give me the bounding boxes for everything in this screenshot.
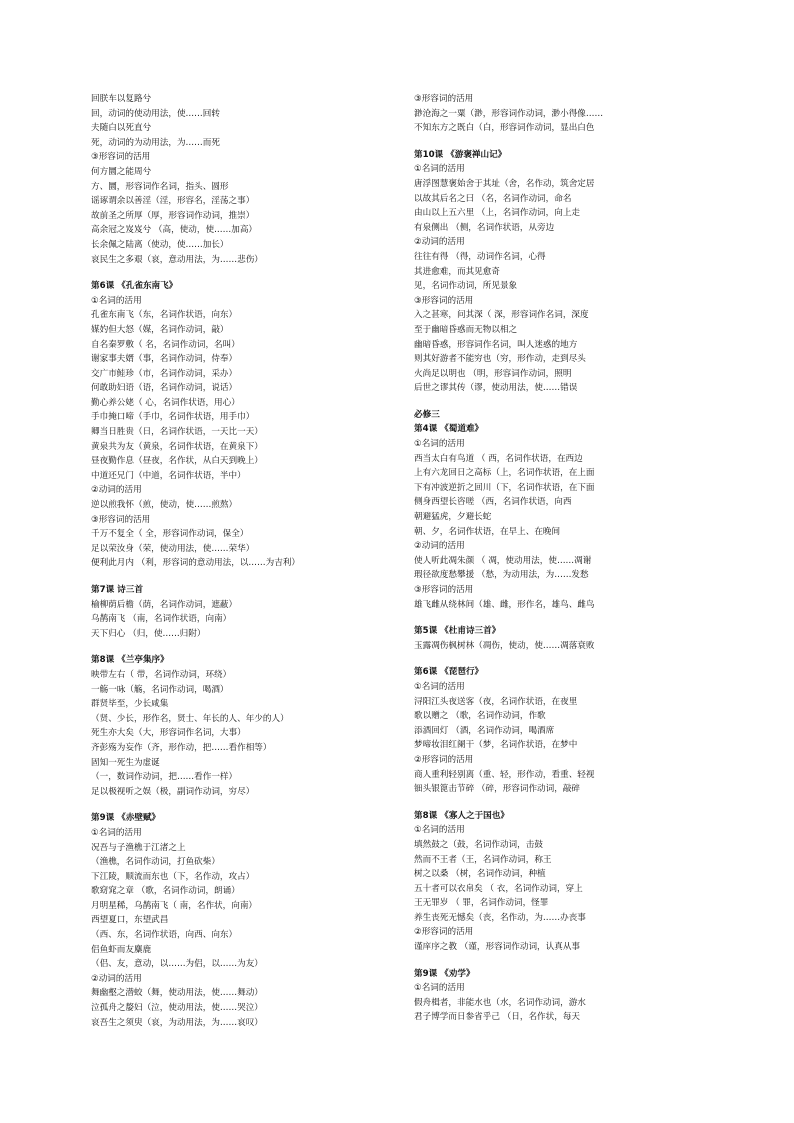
text-line: 高余冠之岌岌兮 （高，使动，使……加高） bbox=[91, 225, 258, 236]
section-gap bbox=[414, 136, 714, 148]
text-line: 后世之谬其传（谬，使动用法，使……错误 bbox=[414, 383, 578, 394]
text-line: 卿当日胜贵（日，名词作状语，一天比一天） bbox=[91, 427, 263, 438]
section-heading: 第9课 《赤壁赋》 bbox=[91, 813, 161, 824]
text-line: 自名秦罗敷（ 名，名词作动词，名叫） bbox=[91, 339, 240, 350]
text-line: 以故其后名之曰 （名，名词作动词，命名 bbox=[414, 193, 572, 204]
text-line: 黄泉共为友（黄泉，名词作状语，在黄泉下） bbox=[91, 441, 263, 452]
text-line: 然而不王者（王，名词作动词，称王 bbox=[414, 854, 552, 865]
text-line: ③形容词的活用 bbox=[414, 585, 474, 595]
section-heading: 第7课 诗三首 bbox=[91, 585, 143, 595]
text-line: 孔雀东南飞（东，名词作状语，向东） bbox=[91, 310, 238, 321]
text-line: 群贤毕至，少长咸集 bbox=[91, 699, 169, 710]
section-gap bbox=[414, 612, 714, 624]
text-line: 谨庠序之教 （谨，形容词作动词，认真从事 bbox=[414, 942, 581, 953]
text-line: 一觞一咏（觞，名词作动词，喝酒） bbox=[91, 684, 229, 695]
text-line: 哀吾生之须臾（哀，为动用法，为……哀叹） bbox=[91, 1017, 263, 1028]
text-line: 歌窈窕之章 （歌，名词作动词，朗诵） bbox=[91, 886, 240, 897]
text-line: 乌鹊南飞 （南，名词作状语，向南） bbox=[91, 614, 232, 625]
text-line: 往往有得 （得，动词作名词，心得 bbox=[414, 251, 546, 262]
text-line: 千万不复全（ 全，形容词作动词，保全） bbox=[91, 529, 249, 540]
text-line: ①名词的活用 bbox=[414, 164, 465, 175]
section-heading: 第8课 《兰亭集序》 bbox=[91, 655, 169, 666]
text-line: ①名词的活用 bbox=[91, 827, 142, 838]
text-line: 渺沧海之一粟（渺，形容词作动词，渺小得像…… bbox=[414, 108, 604, 119]
text-line: 死生亦大矣（大，形容词作名词，大事） bbox=[91, 728, 246, 739]
text-line: 火尚足以明也 （明，形容词作动词，照明 bbox=[414, 368, 572, 379]
section-gap bbox=[414, 955, 714, 967]
section-heading: 第6课 《孔雀东南飞》 bbox=[91, 281, 178, 292]
text-line: 填然鼓之（鼓，名词作动词，击鼓 bbox=[414, 839, 543, 850]
text-line: 瑕径欲度愁攀援 （愁，为动用法，为……发愁 bbox=[414, 570, 589, 581]
text-line: （渔樵，名词作动词，打鱼砍柴） bbox=[91, 857, 220, 868]
section-gap bbox=[91, 571, 391, 583]
text-line: 月明星稀，乌鹊南飞（ 南，名作状，向南） bbox=[91, 900, 258, 911]
text-line: 榆柳荫后檐（荫，名词作动词，遮蔽） bbox=[91, 599, 238, 610]
text-line: 上有六龙回日之高标（上，名词作状语，在上面 bbox=[414, 468, 595, 479]
text-line: 况吾与子渔樵于江渚之上 bbox=[91, 842, 186, 853]
text-line: 足以极视听之娱（极，副词作动词，穷尽） bbox=[91, 786, 255, 797]
right-column bbox=[414, 92, 714, 1025]
text-line: ②动词的活用 bbox=[414, 237, 465, 248]
text-line: 入之甚寒，问其深（ 深，形容词作名词，深度 bbox=[414, 310, 589, 321]
text-line: 下有冲波逆折之回川（下，名词作状语，在下面 bbox=[414, 482, 595, 493]
text-line: ②形容词的活用 bbox=[414, 754, 474, 765]
text-line: 回，动词的使动用法，使……回转 bbox=[91, 108, 220, 119]
text-line: 回朕车以复路兮 bbox=[91, 94, 152, 104]
text-line: ③形容词的活用 bbox=[91, 514, 151, 525]
text-line: 钿头银篦击节碎 （碎，形容词作动词，敲碎 bbox=[414, 784, 581, 795]
text-line: 君子博学而日参省乎己 （日，名作状，每天 bbox=[414, 1012, 581, 1023]
text-line: 幽暗昏惑，形容词作名词，叫人迷惑的地方 bbox=[414, 339, 578, 350]
text-line: 浔阳江头夜送客（夜，名词作状语，在夜里 bbox=[414, 696, 578, 707]
section-gap bbox=[414, 396, 714, 408]
text-line: （西、东，名词作状语，向西、向东） bbox=[91, 930, 238, 941]
text-line: 齐彭殇为妄作（齐，形作动，把……看作相等） bbox=[91, 742, 272, 753]
text-line: 朝避猛虎，夕避长蛇 bbox=[414, 512, 492, 523]
text-line: 中道还兄门（中道，名词作状语，半中） bbox=[91, 470, 246, 481]
section-gap bbox=[414, 653, 714, 665]
text-line: 见，名词作动词，所见景象 bbox=[414, 281, 518, 292]
text-line: 则其好游者不能穷也（穷，形作动，走到尽头 bbox=[414, 354, 586, 365]
text-line: 媒妁但大怒（媒，名词作动词，敲） bbox=[91, 324, 229, 335]
text-line: ③形容词的活用 bbox=[414, 295, 474, 306]
text-line: 有泉侧出 （侧，名词作状语，从旁边 bbox=[414, 222, 555, 233]
text-line: 勤心养公姥（ 心，名词作状语，用心） bbox=[91, 397, 240, 408]
text-line: 其进愈难，而其见愈奇 bbox=[414, 266, 500, 277]
section-gap bbox=[414, 797, 714, 809]
text-line: 昼夜勤作息（昼夜，名作状，从白天到晚上） bbox=[91, 456, 263, 467]
text-line: 死，动词的为动用法，为……而死 bbox=[91, 137, 220, 148]
text-line: 雄飞雌从绕林间（雄、雌，形作名，雄鸟、雌鸟 bbox=[414, 599, 595, 610]
text-line: ①名词的活用 bbox=[414, 439, 465, 450]
text-line: 故前圣之所厚（厚，形容词作动词，推崇） bbox=[91, 210, 255, 221]
text-line: 树之以桑 （树，名词作动词，种植 bbox=[414, 869, 546, 880]
text-line: 足以荣汝身（荣，使动用法，使……荣华） bbox=[91, 543, 255, 554]
text-line: 西当太白有鸟道 （ 西，名词作状语，在西边 bbox=[414, 453, 583, 464]
text-line: ①名词的活用 bbox=[91, 295, 142, 306]
text-line: 手巾掩口啼（手巾，名词作状语，用手巾） bbox=[91, 412, 255, 423]
section-heading: 第6课 《琵琶行》 bbox=[414, 667, 484, 678]
text-line: 王无罪岁 （ 罪，名词作动词，怪罪 bbox=[414, 898, 549, 909]
text-line: 何敢助妇语（语，名词作动词，说话） bbox=[91, 383, 238, 394]
text-line: ③形容词的活用 bbox=[414, 94, 474, 104]
text-line: ③形容词的活用 bbox=[91, 152, 151, 163]
text-line: （贤、少长，形作名，贤士、年长的人、年少的人） bbox=[91, 713, 289, 724]
text-line: 逆以煎我怀（煎，使动，使……煎熬） bbox=[91, 500, 238, 511]
section-heading: 第4课 《蜀道难》 bbox=[414, 424, 484, 435]
text-line: 固知一死生为虚诞 bbox=[91, 757, 160, 768]
section-gap bbox=[91, 799, 391, 811]
text-line: 便利此月内 （利，形容词的意动用法，以……为吉利） bbox=[91, 558, 300, 569]
text-line: 五十者可以衣帛矣 （ 衣，名词作动词，穿上 bbox=[414, 883, 583, 894]
text-line: 交广市鲑珍（市，名词作动词，采办） bbox=[91, 368, 238, 379]
text-line: 下江陵，顺流而东也（下，名作动，攻占） bbox=[91, 871, 255, 882]
text-line: 长余佩之陆离（使动，使……加长） bbox=[91, 239, 229, 250]
section-heading: 第10课 《游褒禅山记》 bbox=[414, 149, 507, 160]
text-line: ②动词的活用 bbox=[91, 485, 142, 496]
text-line: 何方圜之能周兮 bbox=[91, 166, 152, 177]
text-line: 朝、夕，名词作状语，在早上、在晚间 bbox=[414, 526, 561, 537]
text-line: 侧身西望长咨嗟 （西，名词作状语，向西 bbox=[414, 497, 572, 508]
text-line: 天下归心 （归，使……归附） bbox=[91, 628, 206, 639]
section-heading: 第5课 《杜甫诗三首》 bbox=[414, 626, 501, 637]
text-line: 玉露凋伤枫树林（凋伤，使动，使……凋落衰败 bbox=[414, 640, 595, 651]
text-line: 侣鱼虾而友麋鹿 bbox=[91, 944, 152, 955]
text-line: 假舟楫者，非能水也（水，名词作动词，游水 bbox=[414, 997, 586, 1008]
text-line: 西望夏口，东望武昌 bbox=[91, 915, 169, 926]
text-line: 由山以上五六里 （上，名词作动词，向上走 bbox=[414, 208, 581, 219]
text-line: 商人重利轻别离（重、轻，形作动，看重、轻视 bbox=[414, 769, 595, 780]
text-line: ②形容词的活用 bbox=[414, 927, 474, 938]
text-line: ②动词的活用 bbox=[91, 973, 142, 984]
text-line: ①名词的活用 bbox=[414, 825, 465, 836]
text-line: 梦啼妆泪红阑干（梦，名词作状语，在梦中 bbox=[414, 740, 578, 751]
text-line: 添酒回灯 （酒，名词作动词，喝酒席 bbox=[414, 725, 555, 736]
text-line: 映带左右（ 带，名词作动词，环绕） bbox=[91, 669, 232, 680]
text-line: 使人听此凋朱颜 （ 凋，使动用法，使……凋谢 bbox=[414, 555, 592, 566]
text-line: 谣诼谓余以善淫（淫，形容名，淫荡之事） bbox=[91, 196, 255, 207]
text-line: ②动词的活用 bbox=[414, 541, 465, 552]
text-line: （一，数词作动词，把……看作一样） bbox=[91, 772, 238, 783]
section-heading: 第8课 《寡人之于国也》 bbox=[414, 810, 509, 821]
text-line: 夫随白以死直兮 bbox=[91, 123, 152, 134]
text-line: 歌以赠之 （歌，名词作动词，作歌 bbox=[414, 711, 546, 722]
text-line: ①名词的活用 bbox=[414, 681, 465, 692]
section-heading: 第9课 《劝学》 bbox=[414, 968, 475, 979]
text-line: 泣孤舟之嫠妇（泣，使动用法，使……哭泣） bbox=[91, 1003, 263, 1014]
section-gap bbox=[91, 267, 391, 279]
text-line: 唐浮图慧褒始舍于其址（舍，名作动，筑舍定居 bbox=[414, 178, 595, 189]
section-heading: 必修三 bbox=[414, 409, 440, 420]
text-line: 舞幽壑之潜蛟（舞，使动用法，使……舞动） bbox=[91, 988, 263, 999]
text-line: （侣、友，意动，以……为侣，以……为友） bbox=[91, 959, 263, 970]
text-line: ①名词的活用 bbox=[414, 983, 465, 994]
text-line: 谢家事夫婿（事，名词作动词，侍奉） bbox=[91, 354, 238, 365]
section-gap bbox=[91, 641, 391, 653]
text-line: 不知东方之既白（白，形容词作动词，显出白色 bbox=[414, 123, 595, 134]
text-line: 养生丧死无憾矣（丧，名作动，为……办丧事 bbox=[414, 912, 586, 923]
text-line: 至于幽暗昏惑而无物以相之 bbox=[414, 324, 518, 335]
left-column bbox=[91, 92, 391, 1030]
text-line: 哀民生之多艰（哀，意动用法，为……悲伤） bbox=[91, 254, 263, 265]
text-line: 方、圜，形容词作名词，指头、圆形 bbox=[91, 181, 229, 192]
